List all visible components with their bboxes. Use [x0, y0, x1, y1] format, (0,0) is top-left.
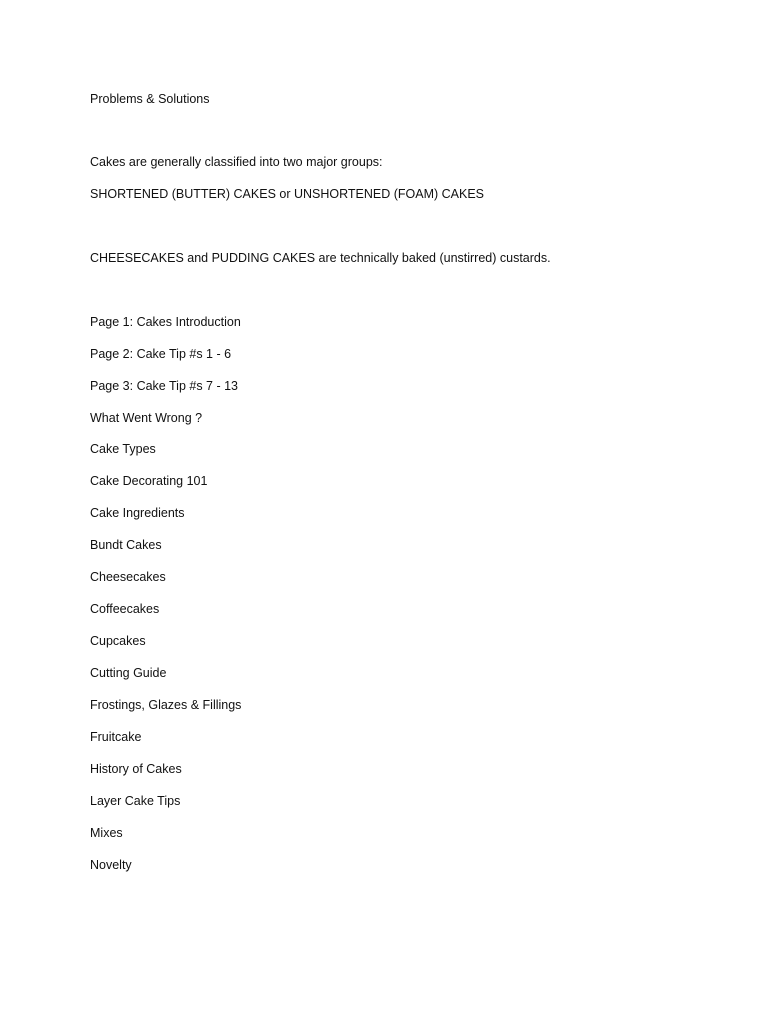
list-item-cakes-introduction: Page 1: Cakes Introduction [90, 315, 241, 329]
list-item-cake-tips-1-6: Page 2: Cake Tip #s 1 - 6 [90, 347, 232, 361]
list-item-bundt-cakes: Bundt Cakes [90, 538, 162, 552]
list-item-cutting-guide: Cutting Guide [90, 666, 167, 680]
list-item-cupcakes: Cupcakes [90, 634, 146, 648]
list-item-novelty: Novelty [90, 858, 132, 872]
custards-note: CHEESECAKES and PUDDING CAKES are technically baked (unstirred) custards. [90, 251, 551, 265]
list-item-cake-ingredients: Cake Ingredients [90, 506, 185, 520]
list-item-cake-decorating-101: Cake Decorating 101 [90, 474, 208, 488]
list-item-history-of-cakes: History of Cakes [90, 762, 182, 776]
intro-text: Cakes are generally classified into two major groups: [90, 155, 383, 169]
list-item-mixes: Mixes [90, 826, 123, 840]
cake-groups-text: SHORTENED (BUTTER) CAKES or UNSHORTENED (FOAM) CAKES [90, 187, 485, 201]
document-title: Problems & Solutions [90, 92, 210, 106]
list-item-cake-tips-7-13: Page 3: Cake Tip #s 7 - 13 [90, 379, 239, 393]
list-item-layer-cake-tips: Layer Cake Tips [90, 794, 181, 808]
list-item-what-went-wrong: What Went Wrong ? [90, 411, 203, 425]
list-item-cheesecakes: Cheesecakes [90, 570, 166, 584]
list-item-frostings-glazes-fillings: Frostings, Glazes & Fillings [90, 698, 242, 712]
list-item-cake-types: Cake Types [90, 442, 156, 456]
list-item-fruitcake: Fruitcake [90, 730, 142, 744]
list-item-coffeecakes: Coffeecakes [90, 602, 160, 616]
